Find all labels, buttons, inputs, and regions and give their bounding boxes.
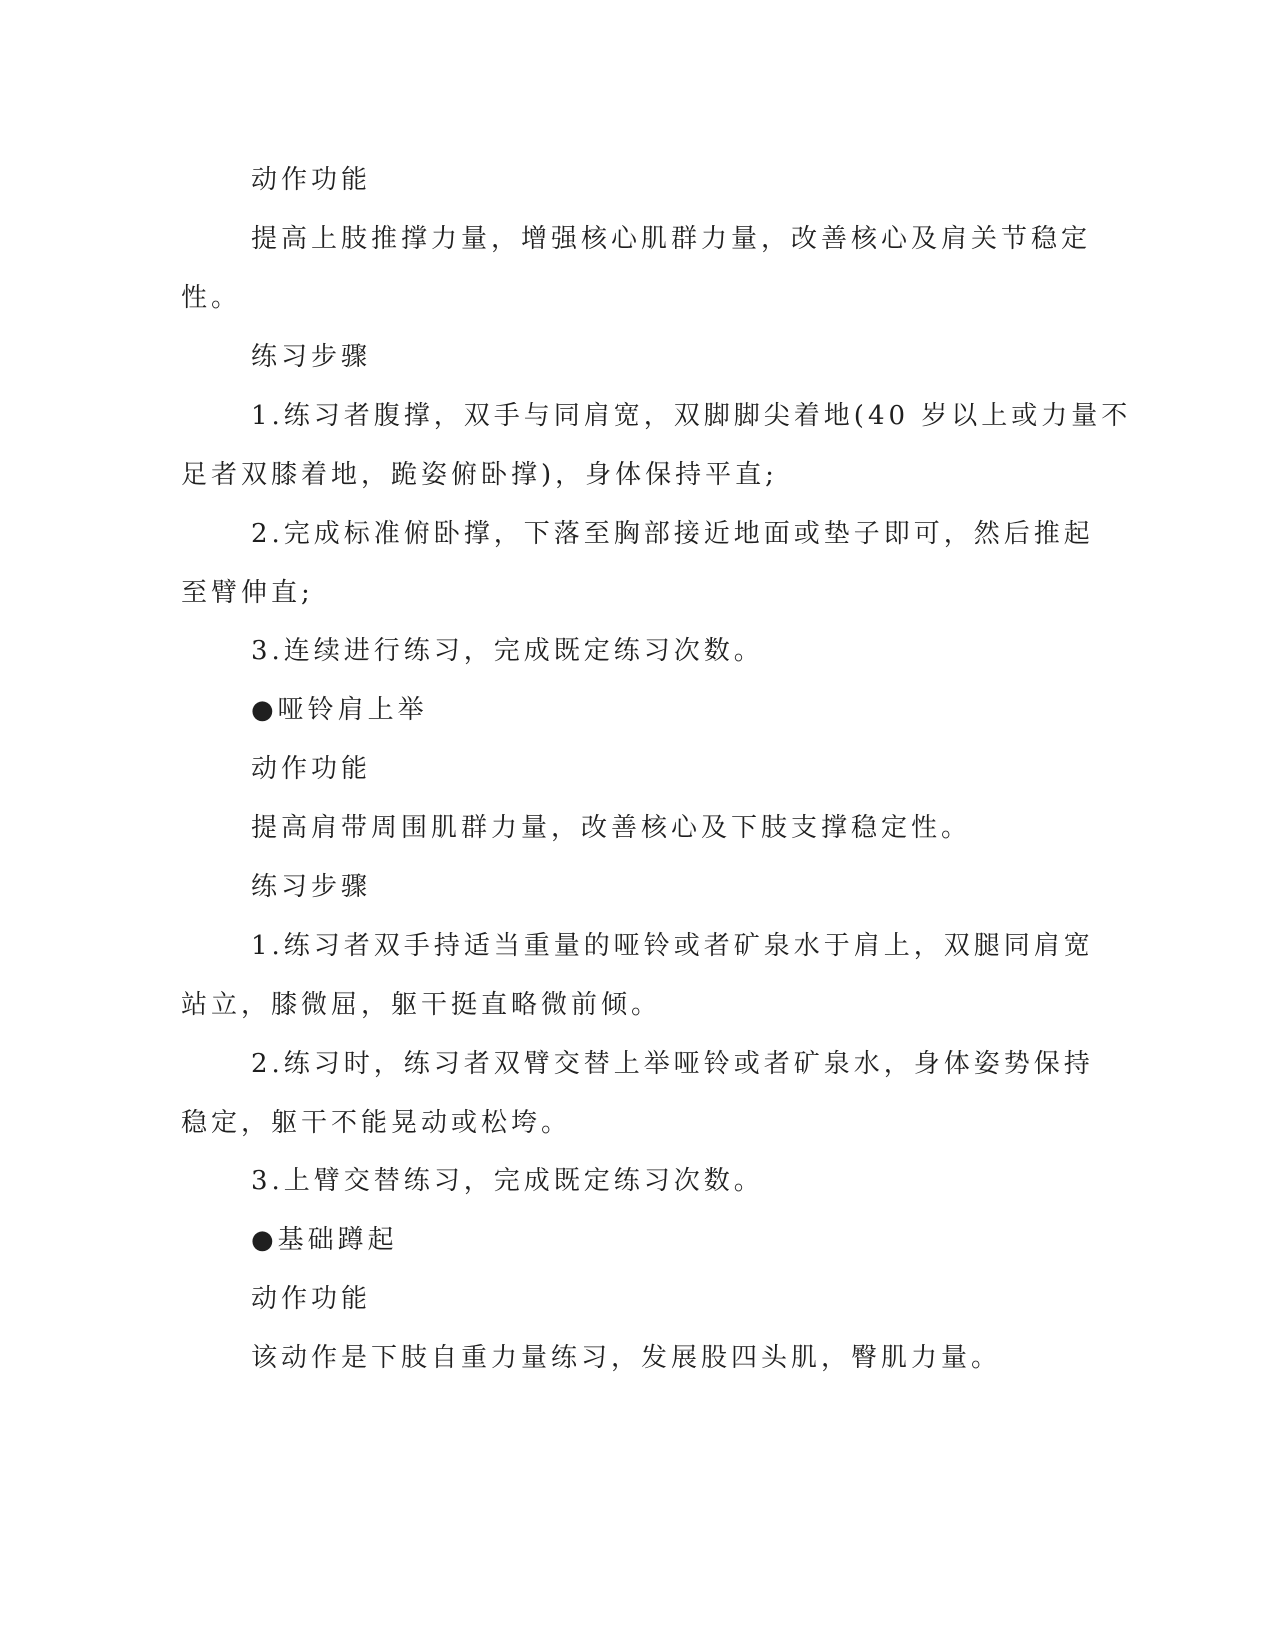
step-line: 3.上臂交替练习，完成既定练习次数。 [251,1166,764,1196]
step-line: 1.练习者腹撑，双手与同肩宽，双脚脚尖着地(40 岁以上或力量不 [251,401,1132,431]
exercise-heading: ●基础蹲起 [251,1225,398,1255]
step-line: 稳定，躯干不能晃动或松垮。 [181,1108,572,1138]
step-line: 1.练习者双手持适当重量的哑铃或者矿泉水于肩上，双腿同肩宽 [251,931,1094,961]
step-line: 足者双膝着地，跪姿俯卧撑)，身体保持平直; [181,460,778,490]
step-line: 站立，膝微屈，躯干挺直略微前倾。 [181,990,662,1020]
step-line: 2.练习时，练习者双臂交替上举哑铃或者矿泉水，身体姿势保持 [251,1049,1094,1079]
paragraph-line: 提高上肢推撑力量，增强核心肌群力量，改善核心及肩关节稳定 [251,224,1092,254]
subheading-action-function: 动作功能 [251,1284,372,1314]
subheading-action-function: 动作功能 [251,754,372,784]
step-line: 2.完成标准俯卧撑，下落至胸部接近地面或垫子即可，然后推起 [251,519,1094,549]
step-line: 3.连续进行练习，完成既定练习次数。 [251,636,764,666]
paragraph-line: 性。 [181,283,242,313]
paragraph-line: 该动作是下肢自重力量练习，发展股四头肌，臀肌力量。 [251,1343,1002,1373]
step-line: 至臂伸直; [181,578,314,608]
paragraph-line: 提高肩带周围肌群力量，改善核心及下肢支撑稳定性。 [251,813,972,843]
subheading-practice-steps: 练习步骤 [251,872,372,902]
exercise-heading: ●哑铃肩上举 [251,695,428,725]
subheading-practice-steps: 练习步骤 [251,342,372,372]
subheading-action-function: 动作功能 [251,165,372,195]
